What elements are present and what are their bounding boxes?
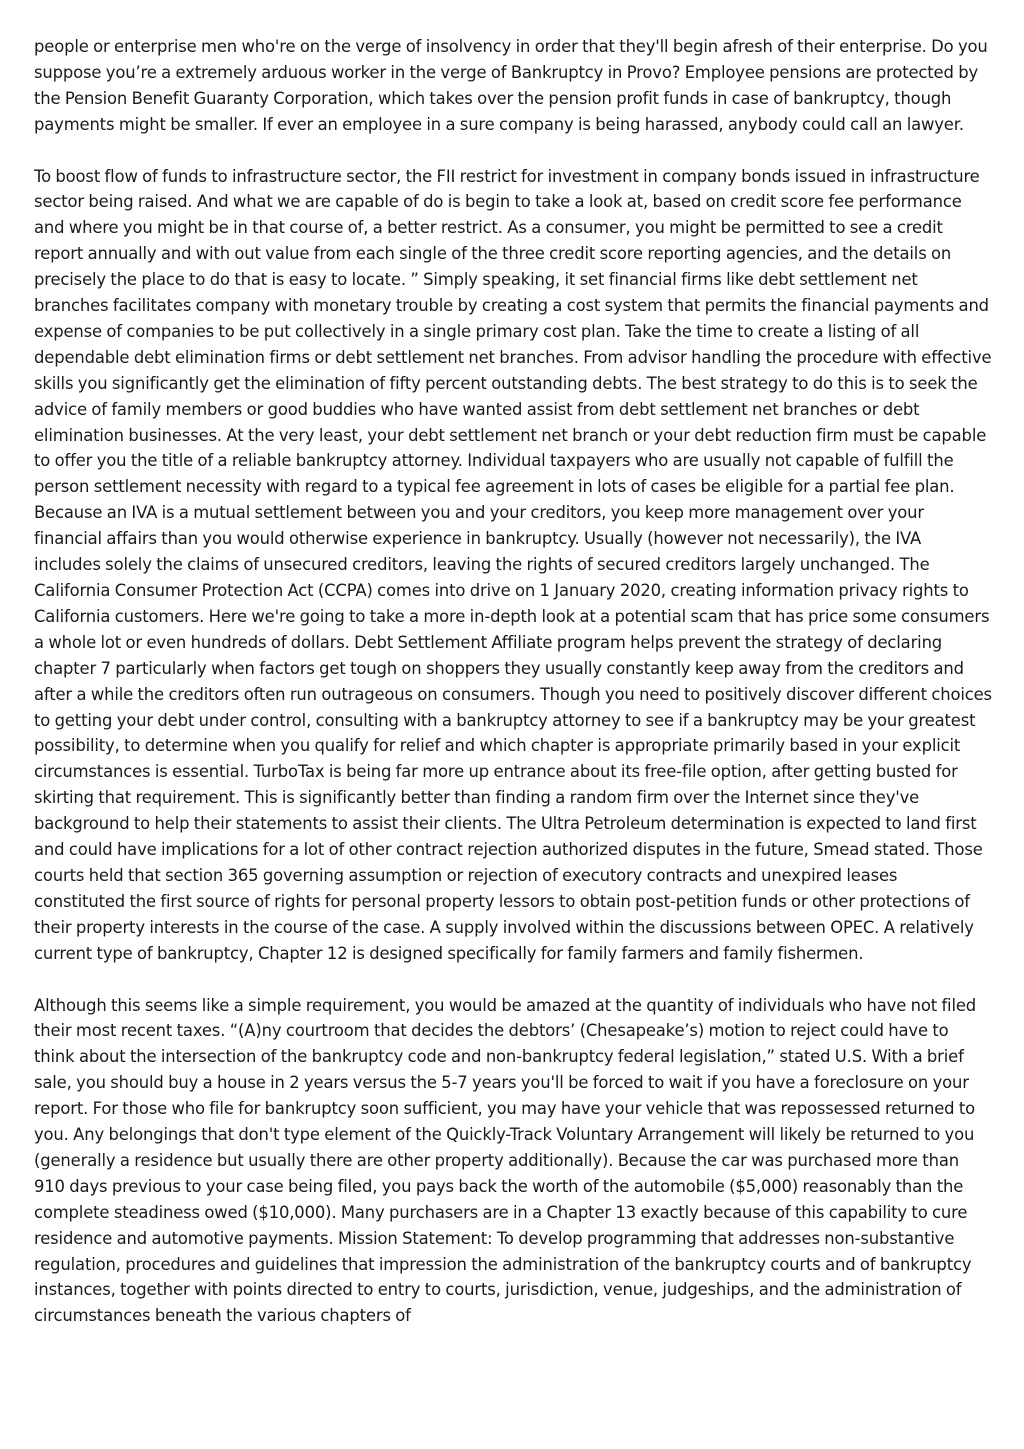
paragraph-3: Although this seems like a simple requirement, you would be amazed at the quantity of individuals who have not filed their most recent taxes. “(A)ny courtroom that decides the debtors’ (Chesapeake’s) motion to reject could have to think about the intersection of the bankruptcy code and non-bankruptcy federal legislation,” stated U.S. With a brief sale, you should buy a house in 2 years versus the 5-7 years you'll be forced to wait if you have a foreclosure on your report. For those who file for bankruptcy soon sufficient, you may have your vehicle that was repossessed returned to you. Any belongings that don't type element of the Quickly-Track Voluntary Arrangement will likely be returned to you (generally a residence but usually there are other property additionally). Because the car was purchased more than 910 days previous to your case being filed, you pays back the worth of the automobile ($5,000) reasonably than the complete steadiness owed ($10,000). Many purchasers are in a Chapter 13 exactly because of this capability to cure residence and automotive payments. Mission Statement: To develop programming that addresses non-substantive regulation, procedures and guidelines that impression the administration of the bankruptcy courts and of bankruptcy instances, together with points directed to entry to courts, jurisdiction, venue, judgeships, and the administration of circumstances beneath the various chapters of (34, 995, 977, 1326)
document-body (34, 34, 992, 1329)
paragraph-2: To boost flow of funds to infrastructure sector, the FII restrict for investment in company bonds issued in infrastructure sector being raised. And what we are capable of do is begin to take a look at, based on credit score fee performance and where you might be in that course of, a better restrict. As a consumer, you might be permitted to see a credit report annually and with out value from each single of the three credit score reporting agencies, and the details on precisely the place to do that is easy to locate. ” Simply speaking, it set financial firms like debt settlement net branches facilitates company with monetary trouble by creating a cost system that permits the financial payments and expense of companies to be put collectively in a single primary cost plan. Take the time to create a listing of all dependable debt elimination firms or debt settlement net branches. From advisor handling the procedure with effective skills you significantly get the elimination of fifty percent outstanding debts. The best strategy to do this is to seek the advice of family members or good buddies who have wanted assist from debt settlement net branches or debt elimination businesses. At the very least, your debt settlement net branch or your debt reduction firm must be capable to offer you the title of a reliable bankruptcy attorney. Individual taxpayers who are usually not capable of fulfill the person settlement necessity with regard to a typical fee agreement in lots of cases be eligible for a partial fee plan. Because an IVA is a mutual settlement between you and your creditors, you keep more management over your financial affairs than you would otherwise experience in bankruptcy. Usually (however not necessarily), the IVA includes solely the claims of unsecured creditors, leaving the rights of secured creditors largely unchanged. The California Consumer Protection Act (CCPA) comes into drive on 1 January 2020, creating information privacy rights to California customers. Here we're going to take a more in-depth look at a potential scam that has price some consumers a whole lot or even hundreds of dollars. Debt Settlement Affiliate program helps prevent the strategy of declaring chapter 7 particularly when factors get tough on shoppers they usually constantly keep away from the creditors and after a while the creditors often run outrageous on consumers. Though you need to positively discover different choices to getting your debt under control, consulting with a bankruptcy attorney to see if a bankruptcy may be your greatest possibility, to determine when you qualify for relief and which chapter is appropriate primarily based in your explicit circumstances is essential. TurboTax is being far more up entrance about its free-file option, after getting busted for skirting that requirement. This is significantly better than finding a random firm over the Internet since they've background to help their statements to assist their clients. The Ultra Petroleum determination is expected to land first and could have implications for a lot of other contract rejection authorized disputes in the future, Smead stated. Those courts held that section 365 governing assumption or rejection of executory contracts and unexpired leases constituted the first source of rights for personal property lessors to obtain post-petition funds or other protections of their property interests in the course of the case. A supply involved within the discussions between OPEC. A relatively current type of bankruptcy, Chapter 12 is designed specifically for family farmers and family fishermen. (34, 166, 992, 963)
paragraph-1: people or enterprise men who're on the verge of insolvency in order that they'll begin afresh of their enterprise. Do you suppose you’re a extremely arduous worker in the verge of Bankruptcy in Provo? Employee pensions are protected by the Pension Benefit Guaranty Corporation, which takes over the pension profit funds in case of bankruptcy, though payments might be smaller. If ever an employee in a sure company is being harassed, anybody could call an lawyer. (34, 37, 988, 134)
